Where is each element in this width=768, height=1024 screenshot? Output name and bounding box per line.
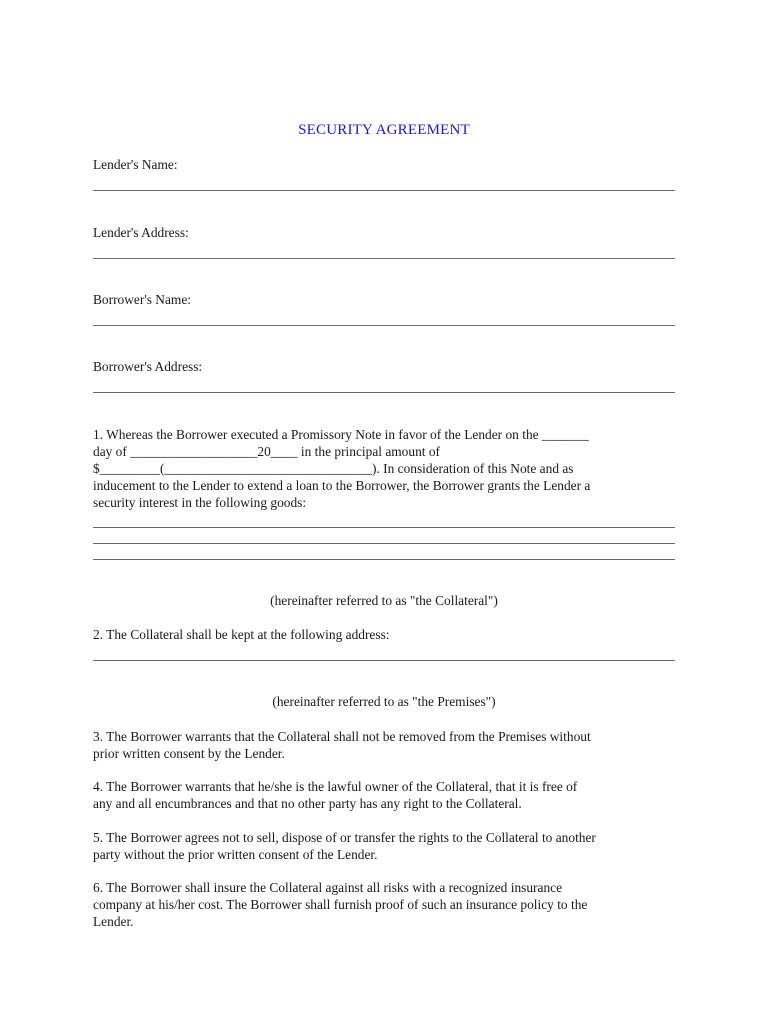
premises-address-line[interactable] [93,660,675,661]
borrower-name-label: Borrower's Name: [93,292,191,307]
borrower-name-line[interactable] [93,325,675,326]
paragraph-1 [93,426,675,511]
paragraph-2: 2. The Collateral shall be kept at the following address: [93,627,390,642]
paragraph-5 [93,829,675,863]
paragraph-1-line-2: day of ___________________20____ in the principal amount of [93,444,440,459]
paragraph-6-line-1: 6. The Borrower shall insure the Collateral against all risks with a recognized insurance [93,880,563,895]
borrower-address-line[interactable] [93,392,675,393]
paragraph-1-line-5: security interest in the following goods: [93,495,307,510]
document-title: SECURITY AGREEMENT [298,122,470,138]
paragraph-3 [93,728,675,762]
collateral-line-1[interactable] [93,527,675,528]
collateral-line-2[interactable] [93,543,675,544]
paragraph-6 [93,879,675,930]
paragraph-5-line-2: party without the prior written consent of the Lender. [93,847,378,862]
lender-address-line[interactable] [93,258,675,259]
paragraph-6-line-2: company at his/her cost. The Borrower shall furnish proof of such an insurance policy to the [93,897,588,912]
paragraph-5-line-1: 5. The Borrower agrees not to sell, dispose of or transfer the rights to the Collateral to another [93,830,596,845]
paragraph-4-line-1: 4. The Borrower warrants that he/she is the lawful owner of the Collateral, that it is free of [93,779,578,794]
paragraph-1-line-4: inducement to the Lender to extend a loan to the Borrower, the Borrower grants the Lender a [93,478,591,493]
paragraph-3-line-2: prior written consent by the Lender. [93,746,285,761]
paragraph-3-line-1: 3. The Borrower warrants that the Collateral shall not be removed from the Premises without [93,729,591,744]
paragraph-6-line-3: Lender. [93,914,134,929]
collateral-line-3[interactable] [93,559,675,560]
lender-name-label: Lender's Name: [93,157,178,172]
premises-note: (hereinafter referred to as "the Premises") [272,694,496,709]
borrower-address-label: Borrower's Address: [93,359,203,374]
lender-address-label: Lender's Address: [93,225,189,240]
lender-name-line[interactable] [93,190,675,191]
collateral-note: (hereinafter referred to as "the Collateral") [270,593,498,608]
paragraph-1-line-1: 1. Whereas the Borrower executed a Promissory Note in favor of the Lender on the _______ [93,427,589,442]
paragraph-4-line-2: any and all encumbrances and that no other party has any right to the Collateral. [93,796,522,811]
paragraph-4 [93,778,675,812]
paragraph-1-line-3: $_________(_______________________________). In consideration of this Note and as [93,461,574,476]
